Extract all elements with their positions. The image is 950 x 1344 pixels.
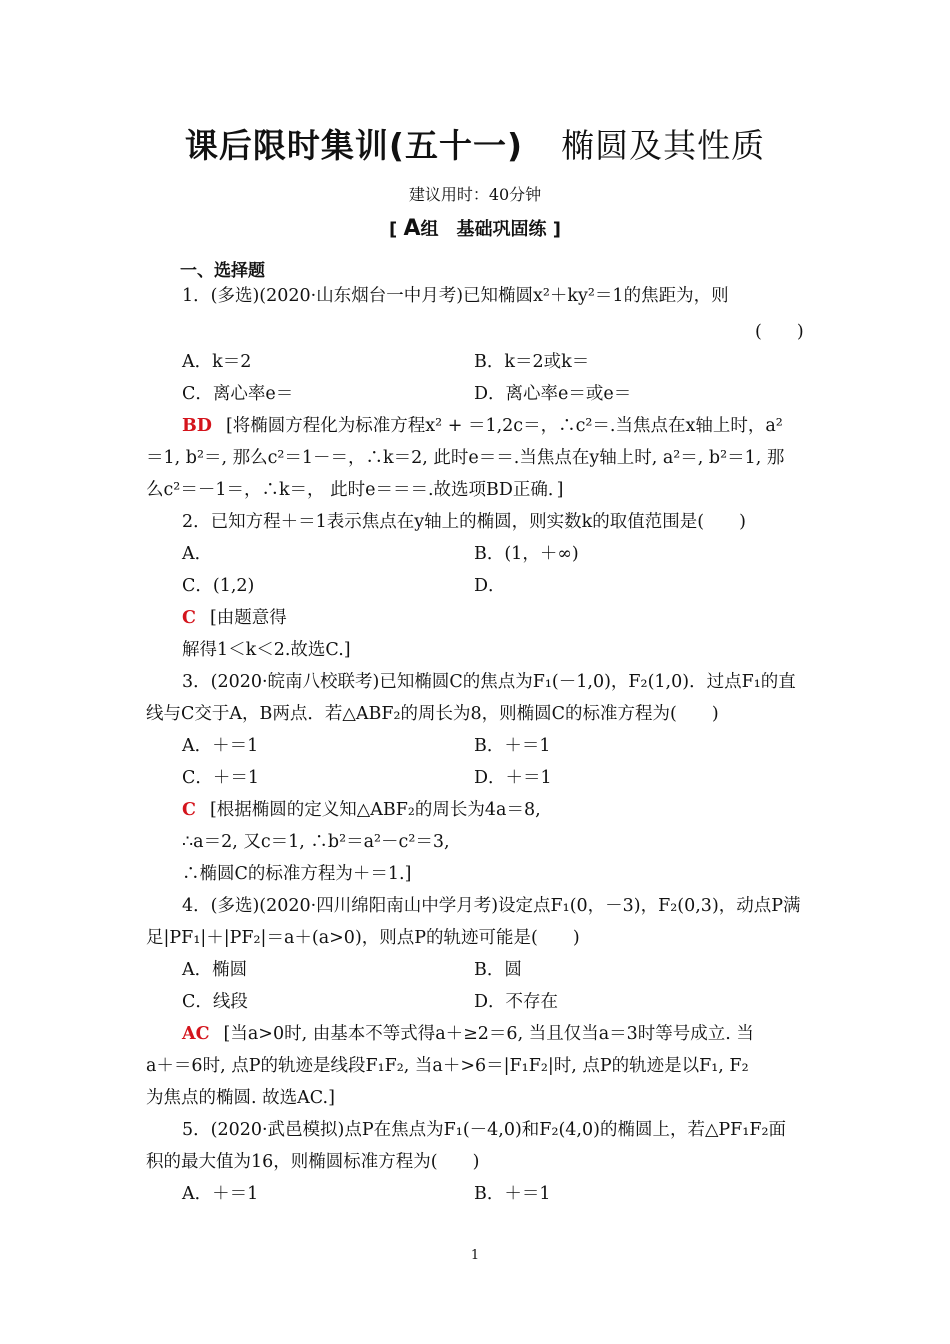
question-line: 3．(2020·皖南八校联考)已知椭圆C的焦点为F₁(－1,0)，F₂(1,0)．过点F₁的直 xyxy=(182,672,796,692)
option-d: D．＋＝1 xyxy=(474,768,552,788)
group-bracket-left: [ xyxy=(388,219,398,240)
answer-key: BD xyxy=(182,416,212,436)
option-d: D．离心率e＝或e＝ xyxy=(474,384,632,404)
title-sub: 椭圆及其性质 xyxy=(561,126,766,165)
answer-key: C xyxy=(182,800,196,820)
solution-line: ∴椭圆C的标准方程为＋＝1.] xyxy=(182,864,412,884)
solution-line xyxy=(182,1022,754,1046)
solution-line: ∴a＝2, 又c＝1, ∴b²＝a²－c²＝3, xyxy=(182,832,450,852)
group-bracket-right: ] xyxy=(552,219,562,240)
answer-key: AC xyxy=(182,1024,210,1044)
option-a: A．＋＝1 xyxy=(182,1184,259,1204)
option-c: C．(1,2) xyxy=(182,576,255,596)
option-c: C．线段 xyxy=(182,992,248,1012)
option-c: C．＋＝1 xyxy=(182,768,260,788)
option-a: A．k＝2 xyxy=(182,352,252,372)
option-a: A．椭圆 xyxy=(182,960,248,980)
option-c: C．离心率e＝ xyxy=(182,384,294,404)
group-heading xyxy=(0,215,950,241)
suggested-time: 建议用时：40分钟 xyxy=(408,185,542,204)
solution-text: [将椭圆方程化为标准方程x² + ＝1,2c＝，∴c²＝.当焦点在x轴上时，a² xyxy=(225,416,783,436)
option-b: B．圆 xyxy=(474,960,522,980)
question-line: 5．(2020·武邑模拟)点P在焦点为F₁(－4,0)和F₂(4,0)的椭圆上，若△PF₁F₂面 xyxy=(182,1120,786,1140)
question-line: 足|PF₁|＋|PF₂|＝a＋(a>0)，则点P的轨迹可能是( ) xyxy=(146,928,580,948)
question-line: 积的最大值为16，则椭圆标准方程为( ) xyxy=(146,1152,480,1172)
solution-text: [根据椭圆的定义知△ABF₂的周长为4a＝8, xyxy=(209,800,541,820)
page-number: 1 xyxy=(470,1248,480,1263)
group-text: 组 基础巩固练 xyxy=(420,219,547,240)
solution-line xyxy=(182,606,287,630)
solution-line: 解得1＜k＜2.故选C.] xyxy=(182,640,351,660)
solution-line xyxy=(182,798,541,822)
option-b: B．＋＝1 xyxy=(474,736,551,756)
solution-line: ＝1, b²＝, 那么c²＝1－＝，∴k＝2, 此时e＝＝.当焦点在y轴上时, a²＝, b²＝1, 那 xyxy=(146,448,785,468)
solution-line xyxy=(182,414,783,438)
group-letter: A xyxy=(403,216,421,241)
page-title xyxy=(0,120,950,167)
question-line: 线与C交于A，B两点．若△ABF₂的周长为8，则椭圆C的标准方程为( ) xyxy=(146,704,719,724)
answer-parentheses: ( ) xyxy=(755,322,804,342)
solution-text: [由题意得 xyxy=(209,608,287,628)
option-a: A．＋＝1 xyxy=(182,736,259,756)
option-d: D．不存在 xyxy=(474,992,559,1012)
option-b: B．＋＝1 xyxy=(474,1184,551,1204)
option-b: B．(1，＋∞) xyxy=(474,544,579,564)
solution-line: 为焦点的椭圆. 故选AC.] xyxy=(146,1088,335,1108)
question-line: 4．(多选)(2020·四川绵阳南山中学月考)设定点F₁(0，－3)，F₂(0,3)，动点P满 xyxy=(182,896,801,916)
solution-text: [当a>0时, 由基本不等式得a＋≥2＝6, 当且仅当a＝3时等号成立. 当 xyxy=(223,1024,754,1044)
option-d: D． xyxy=(474,576,506,596)
question-line: 2．已知方程＋＝1表示焦点在y轴上的椭圆，则实数k的取值范围是( ) xyxy=(182,512,746,532)
section-heading: 一、选择题 xyxy=(180,261,265,281)
solution-line: a＋＝6时, 点P的轨迹是线段F₁F₂, 当a＋>6＝|F₁F₂|时, 点P的轨迹是以F₁, F₂ xyxy=(146,1056,749,1076)
option-a: A． xyxy=(182,544,213,564)
answer-key: C xyxy=(182,608,196,628)
question-line: 1．(多选)(2020·山东烟台一中月考)已知椭圆x²＋ky²＝1的焦距为，则 xyxy=(182,286,729,306)
title-main: 课后限时集训(五十一) xyxy=(184,126,524,165)
solution-line: 么c²＝－1＝，∴k＝， 此时e＝＝＝.故选项BD正确．] xyxy=(146,480,564,500)
option-b: B．k＝2或k＝ xyxy=(474,352,590,372)
